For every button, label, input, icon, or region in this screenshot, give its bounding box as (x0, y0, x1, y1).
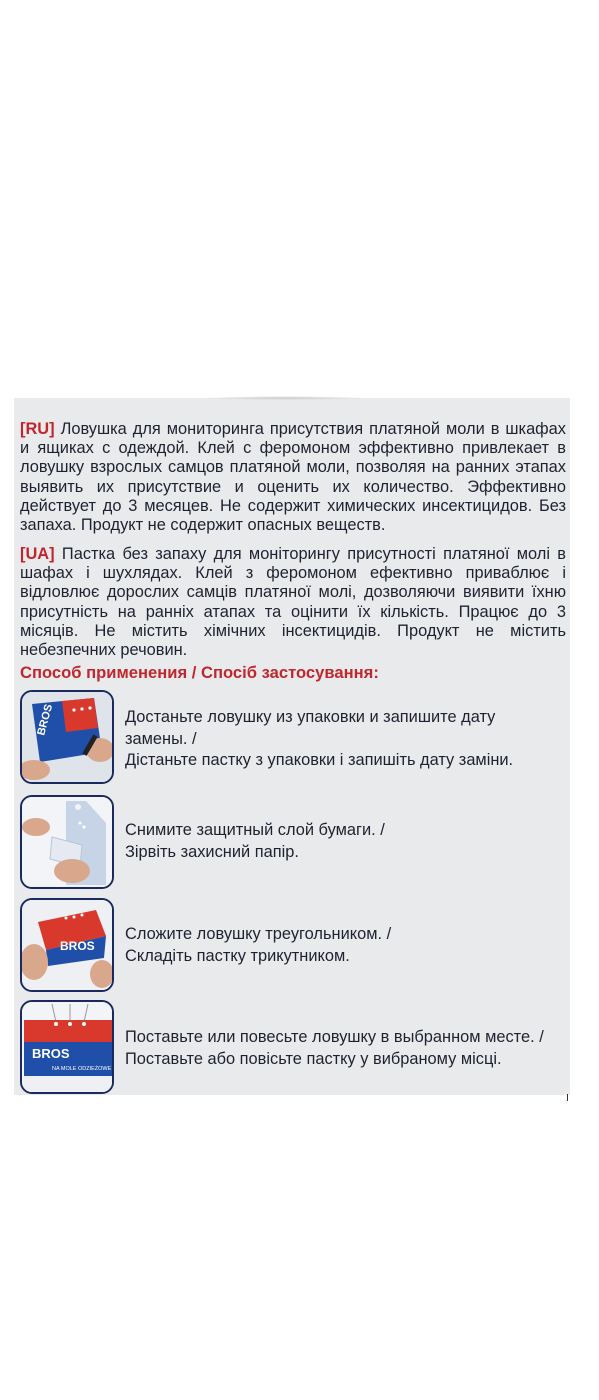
hang-trap-icon (20, 1000, 114, 1094)
step-1-line-1: Достаньте ловушку из упаковки и запишите дату (125, 708, 496, 726)
step-3-text (125, 924, 391, 967)
panel-shadow (200, 396, 370, 400)
peel-paper-icon (20, 795, 114, 889)
ru-description (20, 420, 566, 535)
step-4-text (125, 1027, 544, 1070)
step-3 (20, 898, 570, 994)
step-1 (20, 690, 570, 786)
step-1-line-3: Дістаньте пастку з упаковки і запишіть дату заміни. (125, 751, 514, 769)
ru-text: Ловушка для мониторинга присутствия платяной моли в шкафах и ящиках с одеждой. Клей с феромоном эффективно привлекает в ловушку взрослых самцов платяной моли, позволяя на ранних этапах выявить их присутствие и оценить их количество. Эффективно действует до 3 месяцев. Не содержит химических инсектицидов. Без запаха. Продукт не содержит опасных веществ. (20, 420, 566, 535)
step-1-text (125, 707, 513, 772)
ru-tag: [RU] (20, 420, 55, 438)
ua-tag: [UA] (20, 545, 55, 563)
step-2-text (125, 820, 385, 863)
step-3-line-1: Сложите ловушку треугольником. / (125, 925, 392, 943)
step-2-line-1: Снимите защитный слой бумаги. / (125, 821, 385, 839)
ua-description (20, 545, 566, 660)
fold-triangle-icon (20, 898, 114, 992)
unpack-trap-icon (20, 690, 114, 784)
ua-text: Пастка без запаху для моніторингу присутності платяної молі в шафах і шухлядах. Клей з феромоном ефективно приваблює і відловлює дорослих самців платяної молі, дозволяючи виявити їхню присутність на ранніх атапах та оцінити їх кількість. Працює до 3 місяців. Не містить хімічних інсектицидів. Продукт не містить небезпечних речовин. (20, 545, 566, 660)
step-2-line-2: Зірвіть захисний папір. (125, 842, 299, 861)
step-4-line-1: Поставьте или повесьте ловушку в выбранном месте. / (125, 1028, 544, 1046)
corner-mark (567, 1094, 568, 1101)
step-4-line-2: Поставьте або повісьте пастку у вибраному місці. (125, 1049, 502, 1068)
step-2 (20, 795, 570, 891)
step-3-line-2: Складіть пастку трикутником. (125, 946, 350, 965)
package-caption: NA MOLE ODZIEŻOWE (52, 1066, 112, 1072)
step-4 (20, 1000, 570, 1096)
brand-label-2: BROS (60, 939, 95, 953)
step-1-line-2: замены. / (125, 729, 197, 748)
brand-label: BROS (35, 702, 56, 737)
method-title: Способ применения / Спосіб застосування: (20, 663, 379, 682)
brand-label-3: BROS (32, 1046, 70, 1061)
